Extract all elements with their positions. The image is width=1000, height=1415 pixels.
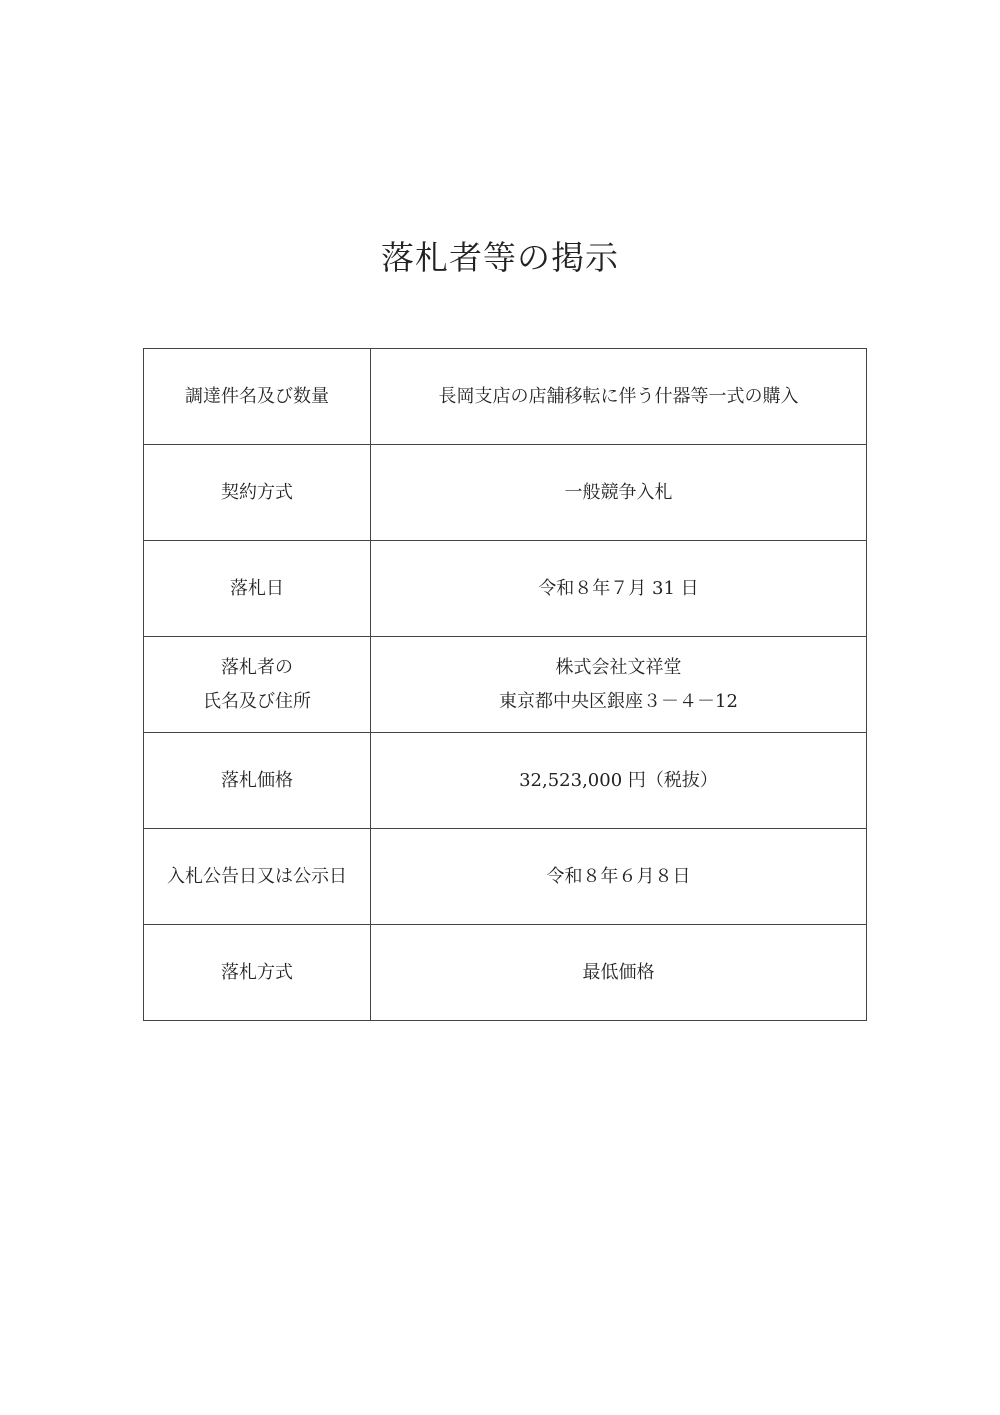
table-row bbox=[144, 637, 867, 733]
winner-address: 東京都中央区銀座３－４－12 bbox=[499, 690, 738, 712]
table-row bbox=[144, 829, 867, 925]
table-row bbox=[144, 925, 867, 1021]
table-row bbox=[144, 349, 867, 445]
row-value-procurement-item: 長岡支店の店舗移転に伴う什器等一式の購入 bbox=[371, 349, 867, 445]
row-label-award-method: 落札方式 bbox=[144, 925, 371, 1021]
row-label-award-date: 落札日 bbox=[144, 541, 371, 637]
row-label-procurement-item: 調達件名及び数量 bbox=[144, 349, 371, 445]
table-row bbox=[144, 541, 867, 637]
page-title: 落札者等の掲示 bbox=[381, 238, 619, 277]
row-value-award-method: 最低価格 bbox=[371, 925, 867, 1021]
row-label-winner bbox=[144, 637, 371, 733]
row-label-winner-line-1: 落札者の bbox=[221, 656, 293, 678]
row-label-winner-line-2: 氏名及び住所 bbox=[203, 690, 311, 712]
winner-name: 株式会社文祥堂 bbox=[555, 656, 682, 678]
table-row bbox=[144, 445, 867, 541]
table-row bbox=[144, 733, 867, 829]
row-label-award-price: 落札価格 bbox=[144, 733, 371, 829]
row-value-award-price: 32,523,000 円（税抜） bbox=[371, 733, 867, 829]
row-label-announcement-date: 入札公告日又は公示日 bbox=[144, 829, 371, 925]
row-value-winner bbox=[371, 637, 867, 733]
row-value-award-date: 令和８年７月 31 日 bbox=[371, 541, 867, 637]
row-value-announcement-date: 令和８年６月８日 bbox=[371, 829, 867, 925]
row-label-contract-method: 契約方式 bbox=[144, 445, 371, 541]
award-notice-table bbox=[143, 348, 867, 1021]
row-value-contract-method: 一般競争入札 bbox=[371, 445, 867, 541]
